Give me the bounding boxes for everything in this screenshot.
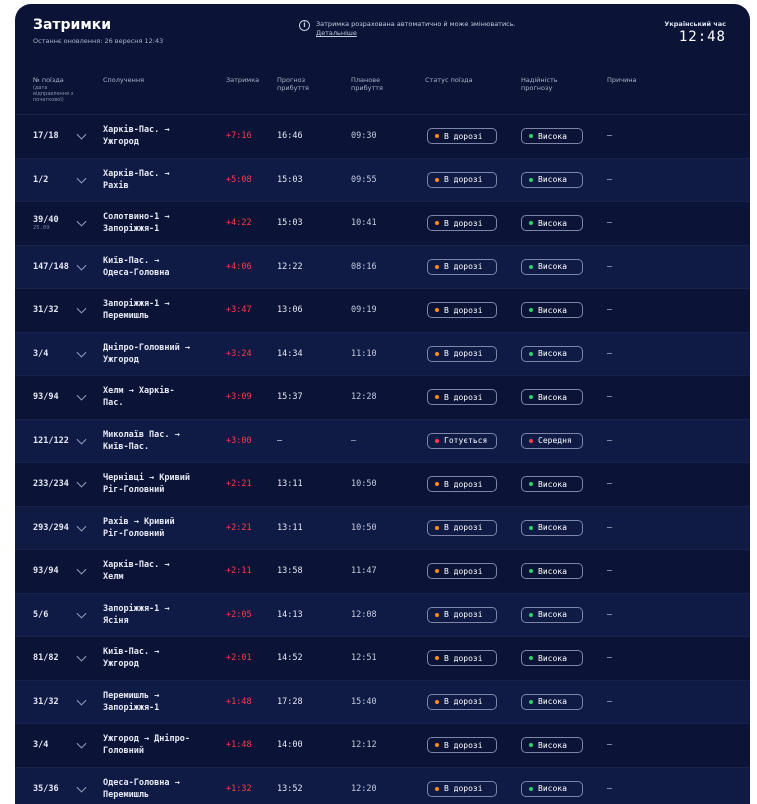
table-row[interactable]	[15, 636, 750, 680]
route	[103, 342, 215, 366]
forecast-arrival: 13:11	[277, 479, 303, 489]
route-from: Перемишль →	[103, 690, 215, 702]
route-from: Миколаїв Пас. →	[103, 429, 215, 441]
train-number-text: 93/94	[33, 566, 59, 576]
status-text: В дорозі	[444, 219, 483, 228]
col-planned: Планове прибуття	[351, 76, 396, 92]
train-number	[33, 523, 69, 533]
reason: —	[607, 349, 612, 359]
col-delay: Затримка	[226, 76, 259, 84]
delays-board	[15, 4, 750, 804]
delay-value: +3:09	[226, 392, 252, 402]
route-from: Рахів → Кривий	[103, 516, 215, 528]
reliability-badge	[521, 302, 583, 318]
reliability-badge	[521, 650, 583, 666]
chevron-down-icon[interactable]	[77, 347, 87, 357]
route	[103, 516, 215, 540]
status-badge	[427, 520, 497, 536]
chevron-down-icon[interactable]	[77, 434, 87, 444]
route-to: Хелм	[103, 571, 215, 583]
reliability-text: Висока	[538, 132, 567, 141]
reliability-dot-icon	[529, 134, 533, 138]
train-number-text: 35/36	[33, 784, 59, 794]
status-dot-icon	[435, 613, 439, 617]
forecast-arrival: 14:13	[277, 610, 303, 620]
delay-value: +7:16	[226, 131, 252, 141]
route-to: Перемишль	[103, 310, 215, 322]
train-number	[33, 305, 59, 315]
status-text: В дорозі	[444, 567, 483, 576]
route-from: Запоріжжя-1 →	[103, 603, 215, 615]
chevron-down-icon[interactable]	[77, 217, 87, 227]
status-text: В дорозі	[444, 132, 483, 141]
planned-arrival: 12:28	[351, 392, 377, 402]
reliability-dot-icon	[529, 265, 533, 269]
planned-arrival: 12:12	[351, 740, 377, 750]
status-dot-icon	[435, 134, 439, 138]
status-dot-icon	[435, 308, 439, 312]
planned-arrival: 11:10	[351, 349, 377, 359]
col-train: № поїзда (дата відправлення з початкової)	[33, 76, 85, 103]
col-train-sub: (дата відправлення з початкової)	[33, 85, 85, 103]
status-dot-icon	[435, 569, 439, 573]
train-number-text: 31/32	[33, 305, 59, 315]
status-text: В дорозі	[444, 697, 483, 706]
status-badge	[427, 433, 497, 449]
status-dot-icon	[435, 395, 439, 399]
notice-text: Затримка розрахована автоматично й може змінюватись.	[316, 20, 516, 28]
route-from: Солотвино-1 →	[103, 211, 215, 223]
reliability-dot-icon	[529, 656, 533, 660]
train-number	[33, 740, 48, 750]
reliability-badge	[521, 781, 583, 797]
chevron-down-icon[interactable]	[77, 565, 87, 575]
reliability-dot-icon	[529, 221, 533, 225]
reliability-badge	[521, 476, 583, 492]
table-row[interactable]	[15, 419, 750, 463]
table-row[interactable]	[15, 288, 750, 332]
reliability-text: Висока	[538, 697, 567, 706]
reliability-badge	[521, 433, 583, 449]
planned-arrival: 12:20	[351, 784, 377, 794]
route	[103, 168, 215, 192]
train-number-text: 293/294	[33, 523, 69, 533]
train-number	[33, 215, 59, 231]
status-dot-icon	[435, 265, 439, 269]
planned-arrival: 09:55	[351, 175, 377, 185]
table-body	[15, 114, 750, 804]
clock-time: 12:48	[664, 29, 726, 45]
reliability-badge	[521, 389, 583, 405]
delay-value: +3:00	[226, 436, 252, 446]
table-row[interactable]	[15, 723, 750, 767]
train-number-text: 39/40	[33, 215, 59, 225]
reliability-text: Висока	[538, 784, 567, 793]
table-row[interactable]	[15, 332, 750, 376]
reason: —	[607, 740, 612, 750]
status-text: В дорозі	[444, 523, 483, 532]
train-number	[33, 479, 69, 489]
status-badge	[427, 346, 497, 362]
train-number-text: 31/32	[33, 697, 59, 707]
train-number-text: 121/122	[33, 436, 69, 446]
train-number	[33, 131, 59, 141]
reliability-badge	[521, 172, 583, 188]
train-number	[33, 784, 59, 794]
reason: —	[607, 610, 612, 620]
status-text: В дорозі	[444, 262, 483, 271]
details-link[interactable]: Детальніше	[316, 29, 516, 38]
reliability-badge	[521, 215, 583, 231]
reliability-badge	[521, 607, 583, 623]
status-dot-icon	[435, 700, 439, 704]
route-to: Ясіня	[103, 615, 215, 627]
forecast-arrival: 13:11	[277, 523, 303, 533]
reason: —	[607, 305, 612, 315]
forecast-arrival: 13:52	[277, 784, 303, 794]
table-row[interactable]	[15, 375, 750, 419]
reliability-dot-icon	[529, 482, 533, 486]
status-dot-icon	[435, 656, 439, 660]
status-text: В дорозі	[444, 480, 483, 489]
planned-arrival: —	[351, 436, 356, 446]
forecast-arrival: 13:06	[277, 305, 303, 315]
route	[103, 559, 215, 583]
route	[103, 385, 215, 409]
planned-arrival: 08:16	[351, 262, 377, 272]
reliability-dot-icon	[529, 308, 533, 312]
train-number-text: 17/18	[33, 131, 59, 141]
table-row[interactable]	[15, 593, 750, 637]
table-row[interactable]	[15, 462, 750, 506]
status-text: В дорозі	[444, 654, 483, 663]
reliability-dot-icon	[529, 526, 533, 530]
route-from: Одеса-Головна →	[103, 777, 215, 789]
reason: —	[607, 436, 612, 446]
status-badge	[427, 694, 497, 710]
status-badge	[427, 737, 497, 753]
train-number	[33, 175, 48, 185]
reason: —	[607, 523, 612, 533]
chevron-down-icon[interactable]	[77, 782, 87, 792]
forecast-arrival: 14:00	[277, 740, 303, 750]
reliability-dot-icon	[529, 439, 533, 443]
status-badge	[427, 172, 497, 188]
notice	[299, 20, 516, 38]
forecast-arrival: 17:28	[277, 697, 303, 707]
reliability-dot-icon	[529, 352, 533, 356]
table-row[interactable]	[15, 680, 750, 724]
status-dot-icon	[435, 221, 439, 225]
chevron-down-icon[interactable]	[77, 173, 87, 183]
reason: —	[607, 175, 612, 185]
clock	[664, 20, 726, 45]
status-dot-icon	[435, 482, 439, 486]
train-number	[33, 566, 59, 576]
forecast-arrival: 14:34	[277, 349, 303, 359]
clock-label: Український час	[664, 20, 726, 28]
delay-value: +2:05	[226, 610, 252, 620]
status-badge	[427, 781, 497, 797]
status-badge	[427, 302, 497, 318]
delay-value: +2:11	[226, 566, 252, 576]
route-to: Пас.	[103, 397, 215, 409]
delay-value: +5:08	[226, 175, 252, 185]
train-number-text: 233/234	[33, 479, 69, 489]
delay-value: +4:06	[226, 262, 252, 272]
train-number	[33, 697, 59, 707]
table-row[interactable]	[15, 767, 750, 804]
planned-arrival: 10:50	[351, 523, 377, 533]
delay-value: +2:21	[226, 523, 252, 533]
train-number	[33, 262, 69, 272]
table-row[interactable]	[15, 549, 750, 593]
route	[103, 472, 215, 496]
reliability-dot-icon	[529, 613, 533, 617]
reliability-text: Висока	[538, 741, 567, 750]
chevron-down-icon[interactable]	[77, 608, 87, 618]
route-to: Запоріжжя-1	[103, 223, 215, 235]
reliability-text: Висока	[538, 610, 567, 619]
delay-value: +3:24	[226, 349, 252, 359]
chevron-down-icon[interactable]	[77, 304, 87, 314]
table-row[interactable]	[15, 114, 750, 158]
delay-value: +1:32	[226, 784, 252, 794]
reliability-badge	[521, 346, 583, 362]
train-number-text: 93/94	[33, 392, 59, 402]
route	[103, 211, 215, 235]
forecast-arrival: 13:58	[277, 566, 303, 576]
reliability-text: Висока	[538, 523, 567, 532]
reliability-text: Висока	[538, 175, 567, 184]
chevron-down-icon[interactable]	[77, 739, 87, 749]
route-from: Чернівці → Кривий	[103, 472, 215, 484]
table-header	[15, 68, 750, 114]
status-text: В дорозі	[444, 349, 483, 358]
reliability-text: Висока	[538, 219, 567, 228]
delay-value: +1:48	[226, 740, 252, 750]
delay-value: +2:21	[226, 479, 252, 489]
reason: —	[607, 131, 612, 141]
header	[15, 4, 750, 68]
reliability-dot-icon	[529, 700, 533, 704]
reliability-text: Висока	[538, 349, 567, 358]
route-from: Харків-Пас. →	[103, 168, 215, 180]
reason: —	[607, 218, 612, 228]
chevron-down-icon[interactable]	[77, 130, 87, 140]
reason: —	[607, 566, 612, 576]
reason: —	[607, 653, 612, 663]
table-row[interactable]	[15, 158, 750, 202]
forecast-arrival: 15:37	[277, 392, 303, 402]
reliability-badge	[521, 563, 583, 579]
delay-value: +2:01	[226, 653, 252, 663]
info-icon: i	[299, 20, 310, 31]
forecast-arrival: 14:52	[277, 653, 303, 663]
route	[103, 777, 215, 801]
route-from: Дніпро-Головний →	[103, 342, 215, 354]
planned-arrival: 10:50	[351, 479, 377, 489]
route	[103, 603, 215, 627]
route-to: Одеса-Головна	[103, 267, 215, 279]
status-text: В дорозі	[444, 175, 483, 184]
status-dot-icon	[435, 743, 439, 747]
col-status: Статус поїзда	[425, 76, 473, 84]
route-from: Хелм → Харків-	[103, 385, 215, 397]
reason: —	[607, 392, 612, 402]
forecast-arrival: 16:46	[277, 131, 303, 141]
reliability-text: Висока	[538, 480, 567, 489]
status-text: В дорозі	[444, 306, 483, 315]
route-to: Головний	[103, 745, 215, 757]
train-number-text: 3/4	[33, 740, 48, 750]
reliability-text: Висока	[538, 306, 567, 315]
train-number	[33, 610, 48, 620]
chevron-down-icon[interactable]	[77, 652, 87, 662]
train-date: 25.09	[33, 225, 59, 231]
reliability-badge	[521, 259, 583, 275]
reliability-dot-icon	[529, 569, 533, 573]
route	[103, 255, 215, 279]
col-route: Сполучення	[103, 76, 144, 84]
planned-arrival: 12:08	[351, 610, 377, 620]
route-to: Ужгород	[103, 136, 215, 148]
reliability-dot-icon	[529, 743, 533, 747]
status-dot-icon	[435, 787, 439, 791]
planned-arrival: 15:40	[351, 697, 377, 707]
table-row[interactable]	[15, 506, 750, 550]
route-from: Запоріжжя-1 →	[103, 298, 215, 310]
page-title: Затримки	[33, 17, 111, 33]
forecast-arrival: —	[277, 436, 282, 446]
status-badge	[427, 389, 497, 405]
train-number-text: 1/2	[33, 175, 48, 185]
status-badge	[427, 650, 497, 666]
planned-arrival: 10:41	[351, 218, 377, 228]
chevron-down-icon[interactable]	[77, 391, 87, 401]
reliability-text: Висока	[538, 567, 567, 576]
reliability-dot-icon	[529, 787, 533, 791]
reliability-text: Висока	[538, 654, 567, 663]
reliability-badge	[521, 128, 583, 144]
status-text: В дорозі	[444, 610, 483, 619]
route-from: Ужгород → Дніпро-	[103, 733, 215, 745]
reliability-badge	[521, 694, 583, 710]
reason: —	[607, 479, 612, 489]
status-dot-icon	[435, 178, 439, 182]
route	[103, 124, 215, 148]
reason: —	[607, 262, 612, 272]
route	[103, 298, 215, 322]
train-number-text: 3/4	[33, 349, 48, 359]
train-number	[33, 436, 69, 446]
status-badge	[427, 476, 497, 492]
status-text: В дорозі	[444, 393, 483, 402]
status-text: В дорозі	[444, 741, 483, 750]
forecast-arrival: 15:03	[277, 175, 303, 185]
table-row[interactable]	[15, 201, 750, 245]
reason: —	[607, 697, 612, 707]
reliability-text: Середня	[538, 436, 572, 445]
col-reliability: Надійність прогнозу	[521, 76, 569, 92]
reliability-text: Висока	[538, 393, 567, 402]
train-number-text: 81/82	[33, 653, 59, 663]
chevron-down-icon[interactable]	[77, 521, 87, 531]
route-to: Ужгород	[103, 354, 215, 366]
train-number-text: 147/148	[33, 262, 69, 272]
route	[103, 646, 215, 670]
route-to: Ріг-Головний	[103, 484, 215, 496]
status-badge	[427, 607, 497, 623]
route-from: Харків-Пас. →	[103, 124, 215, 136]
status-badge	[427, 259, 497, 275]
planned-arrival: 12:51	[351, 653, 377, 663]
forecast-arrival: 15:03	[277, 218, 303, 228]
status-badge	[427, 563, 497, 579]
train-number	[33, 392, 59, 402]
chevron-down-icon[interactable]	[77, 478, 87, 488]
planned-arrival: 09:19	[351, 305, 377, 315]
status-badge	[427, 128, 497, 144]
reliability-dot-icon	[529, 178, 533, 182]
reliability-dot-icon	[529, 395, 533, 399]
planned-arrival: 11:47	[351, 566, 377, 576]
train-number	[33, 349, 48, 359]
train-number	[33, 653, 59, 663]
col-reason: Причина	[607, 76, 637, 84]
route-to: Перемишль	[103, 789, 215, 801]
route	[103, 733, 215, 757]
train-number-text: 5/6	[33, 610, 48, 620]
planned-arrival: 09:30	[351, 131, 377, 141]
status-dot-icon	[435, 352, 439, 356]
reliability-badge	[521, 520, 583, 536]
route	[103, 429, 215, 453]
col-forecast: Прогноз прибуття	[277, 76, 322, 92]
route-to: Запоріжжя-1	[103, 702, 215, 714]
status-badge	[427, 215, 497, 231]
delay-value: +1:48	[226, 697, 252, 707]
route-to: Рахів	[103, 180, 215, 192]
delay-value: +4:22	[226, 218, 252, 228]
delay-value: +3:47	[226, 305, 252, 315]
status-dot-icon	[435, 526, 439, 530]
status-text: В дорозі	[444, 784, 483, 793]
reliability-badge	[521, 737, 583, 753]
forecast-arrival: 12:22	[277, 262, 303, 272]
last-updated: Останнє оновлення: 26 вересня 12:43	[33, 37, 163, 45]
route	[103, 690, 215, 714]
chevron-down-icon[interactable]	[77, 695, 87, 705]
route-to: Ріг-Головний	[103, 528, 215, 540]
status-text: Готується	[444, 436, 487, 445]
route-to: Ужгород	[103, 658, 215, 670]
status-dot-icon	[435, 439, 439, 443]
table-row[interactable]	[15, 245, 750, 289]
reason: —	[607, 784, 612, 794]
chevron-down-icon[interactable]	[77, 260, 87, 270]
route-from: Київ-Пас. →	[103, 255, 215, 267]
route-from: Харків-Пас. →	[103, 559, 215, 571]
route-from: Київ-Пас. →	[103, 646, 215, 658]
route-to: Київ-Пас.	[103, 441, 215, 453]
reliability-text: Висока	[538, 262, 567, 271]
